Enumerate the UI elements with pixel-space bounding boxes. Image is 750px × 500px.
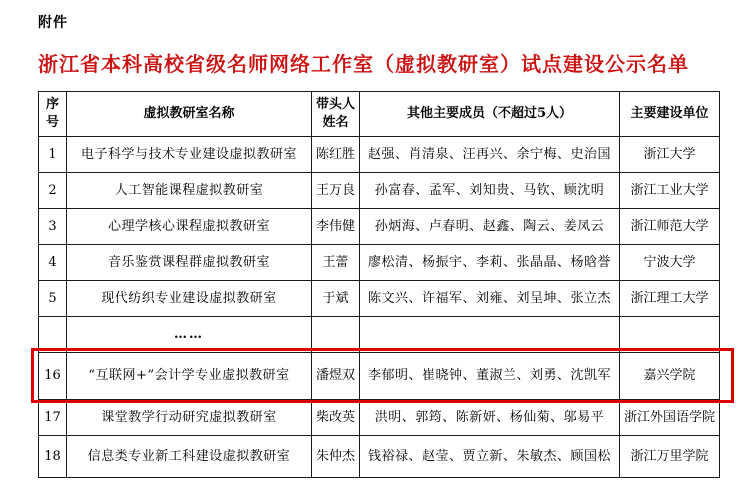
cell-unit: 嘉兴学院 <box>620 353 720 400</box>
cell-name: “互联网+”会计学专业虚拟教研室 <box>67 353 312 400</box>
cell-leader <box>312 317 360 353</box>
cell-members <box>360 317 620 353</box>
cell-unit: 浙江大学 <box>620 137 720 173</box>
table-body <box>39 137 720 478</box>
cell-name: 音乐鉴赏课程群虚拟教研室 <box>67 245 312 281</box>
cell-no: 17 <box>39 400 67 436</box>
cell-members: 钱裕禄、赵莹、贾立新、朱敏杰、顾国松 <box>360 436 620 478</box>
page-title: 浙江省本科高校省级名师网络工作室（虚拟教研室）试点建设公示名单 <box>38 52 689 76</box>
header-unit: 主要建设单位 <box>620 92 720 137</box>
cell-members: 赵强、肖清泉、汪再兴、余宁梅、史治国 <box>360 137 620 173</box>
cell-unit: 浙江外国语学院 <box>620 400 720 436</box>
cell-members: 陈文兴、许福军、刘雍、刘呈坤、张立杰 <box>360 281 620 317</box>
table-row <box>39 173 720 209</box>
cell-name: 课堂教学行动研究虚拟教研室 <box>67 400 312 436</box>
cell-leader: 王万良 <box>312 173 360 209</box>
cell-no: 18 <box>39 436 67 478</box>
table-row <box>39 137 720 173</box>
header-no: 序号 <box>39 92 67 137</box>
cell-no: 4 <box>39 245 67 281</box>
cell-name: …… <box>67 317 312 353</box>
cell-members: 洪明、郭筠、陈新妍、杨仙菊、邬易平 <box>360 400 620 436</box>
table-row <box>39 400 720 436</box>
header-leader: 带头人姓名 <box>312 92 360 137</box>
table-row <box>39 209 720 245</box>
cell-name: 人工智能课程虚拟教研室 <box>67 173 312 209</box>
cell-name: 信息类专业新工科建设虚拟教研室 <box>67 436 312 478</box>
table-row <box>39 317 720 353</box>
cell-no: 3 <box>39 209 67 245</box>
cell-members: 孙富春、孟军、刘知贵、马钦、顾沈明 <box>360 173 620 209</box>
cell-name: 心理学核心课程虚拟教研室 <box>67 209 312 245</box>
cell-leader: 潘煜双 <box>312 353 360 400</box>
table-row <box>39 353 720 400</box>
cell-leader: 陈红胜 <box>312 137 360 173</box>
cell-unit: 浙江师范大学 <box>620 209 720 245</box>
header-name: 虚拟教研室名称 <box>67 92 312 137</box>
notice-table <box>38 91 720 478</box>
cell-leader: 柴改英 <box>312 400 360 436</box>
attachment-label: 附件 <box>38 15 68 31</box>
cell-leader: 于斌 <box>312 281 360 317</box>
cell-leader: 朱仲杰 <box>312 436 360 478</box>
table-row <box>39 436 720 478</box>
cell-name: 现代纺织专业建设虚拟教研室 <box>67 281 312 317</box>
cell-no: 1 <box>39 137 67 173</box>
cell-no: 16 <box>39 353 67 400</box>
cell-leader: 王蕾 <box>312 245 360 281</box>
cell-no <box>39 317 67 353</box>
header-members: 其他主要成员（不超过5人） <box>360 92 620 137</box>
cell-name: 电子科学与技术专业建设虚拟教研室 <box>67 137 312 173</box>
table-header <box>39 92 720 137</box>
cell-unit: 浙江万里学院 <box>620 436 720 478</box>
table-wrap <box>38 91 719 478</box>
cell-unit: 浙江理工大学 <box>620 281 720 317</box>
cell-leader: 李伟健 <box>312 209 360 245</box>
cell-no: 2 <box>39 173 67 209</box>
cell-members: 孙炳海、卢春明、赵鑫、陶云、姜凤云 <box>360 209 620 245</box>
cell-unit: 浙江工业大学 <box>620 173 720 209</box>
table-row <box>39 245 720 281</box>
cell-no: 5 <box>39 281 67 317</box>
cell-unit: 宁波大学 <box>620 245 720 281</box>
cell-members: 李郁明、崔晓钟、董淑兰、刘勇、沈凯军 <box>360 353 620 400</box>
table-row <box>39 281 720 317</box>
header-row <box>39 92 720 137</box>
cell-unit <box>620 317 720 353</box>
cell-members: 廖松清、杨振宇、李莉、张晶晶、杨晗誉 <box>360 245 620 281</box>
